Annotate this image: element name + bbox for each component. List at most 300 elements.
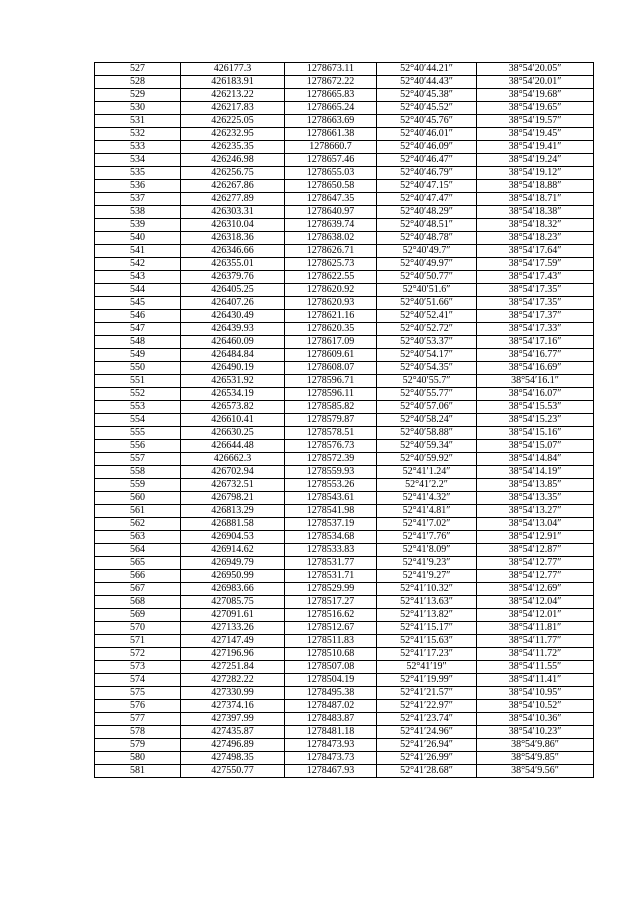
latitude-cell: 52°40′44.21″	[377, 63, 477, 76]
table-row	[95, 193, 594, 206]
latitude-cell: 52°41′9.27″	[377, 570, 477, 583]
x-coordinate-cell: 426379.76	[181, 271, 285, 284]
point-number-cell: 532	[95, 128, 181, 141]
y-coordinate-cell: 1278495.38	[285, 687, 377, 700]
latitude-cell: 52°40′55.77″	[377, 388, 477, 401]
longitude-cell: 38°54′15.16″	[477, 427, 594, 440]
point-number-cell: 552	[95, 388, 181, 401]
coordinates-table-body	[95, 63, 594, 778]
point-number-cell: 537	[95, 193, 181, 206]
y-coordinate-cell: 1278531.71	[285, 570, 377, 583]
table-row	[95, 180, 594, 193]
table-row	[95, 167, 594, 180]
longitude-cell: 38°54′20.01″	[477, 76, 594, 89]
latitude-cell: 52°40′49.97″	[377, 258, 477, 271]
table-row	[95, 609, 594, 622]
latitude-cell: 52°40′49.7″	[377, 245, 477, 258]
x-coordinate-cell: 426310.04	[181, 219, 285, 232]
point-number-cell: 554	[95, 414, 181, 427]
longitude-cell: 38°54′12.01″	[477, 609, 594, 622]
y-coordinate-cell: 1278531.77	[285, 557, 377, 570]
point-number-cell: 575	[95, 687, 181, 700]
longitude-cell: 38°54′19.24″	[477, 154, 594, 167]
x-coordinate-cell: 426225.05	[181, 115, 285, 128]
y-coordinate-cell: 1278639.74	[285, 219, 377, 232]
x-coordinate-cell: 426460.09	[181, 336, 285, 349]
point-number-cell: 555	[95, 427, 181, 440]
x-coordinate-cell: 426217.83	[181, 102, 285, 115]
latitude-cell: 52°40′53.37″	[377, 336, 477, 349]
x-coordinate-cell: 426183.91	[181, 76, 285, 89]
y-coordinate-cell: 1278487.02	[285, 700, 377, 713]
x-coordinate-cell: 426490.19	[181, 362, 285, 375]
x-coordinate-cell: 426407.26	[181, 297, 285, 310]
table-row	[95, 752, 594, 765]
table-row	[95, 544, 594, 557]
y-coordinate-cell: 1278620.92	[285, 284, 377, 297]
y-coordinate-cell: 1278621.16	[285, 310, 377, 323]
x-coordinate-cell: 426246.98	[181, 154, 285, 167]
longitude-cell: 38°54′13.35″	[477, 492, 594, 505]
x-coordinate-cell: 426177.3	[181, 63, 285, 76]
y-coordinate-cell: 1278625.73	[285, 258, 377, 271]
y-coordinate-cell: 1278507.08	[285, 661, 377, 674]
x-coordinate-cell: 426405.25	[181, 284, 285, 297]
x-coordinate-cell: 426881.58	[181, 518, 285, 531]
latitude-cell: 52°41′4.81″	[377, 505, 477, 518]
x-coordinate-cell: 426798.21	[181, 492, 285, 505]
x-coordinate-cell: 426610.41	[181, 414, 285, 427]
point-number-cell: 553	[95, 401, 181, 414]
point-number-cell: 580	[95, 752, 181, 765]
longitude-cell: 38°54′14.19″	[477, 466, 594, 479]
x-coordinate-cell: 426256.75	[181, 167, 285, 180]
y-coordinate-cell: 1278578.51	[285, 427, 377, 440]
longitude-cell: 38°54′15.53″	[477, 401, 594, 414]
point-number-cell: 530	[95, 102, 181, 115]
latitude-cell: 52°41′10.32″	[377, 583, 477, 596]
x-coordinate-cell: 427498.35	[181, 752, 285, 765]
x-coordinate-cell: 427496.89	[181, 739, 285, 752]
point-number-cell: 574	[95, 674, 181, 687]
table-row	[95, 687, 594, 700]
latitude-cell: 52°40′52.72″	[377, 323, 477, 336]
longitude-cell: 38°54′18.38″	[477, 206, 594, 219]
latitude-cell: 52°40′58.88″	[377, 427, 477, 440]
y-coordinate-cell: 1278529.99	[285, 583, 377, 596]
table-row	[95, 635, 594, 648]
point-number-cell: 557	[95, 453, 181, 466]
longitude-cell: 38°54′9.56″	[477, 765, 594, 778]
point-number-cell: 559	[95, 479, 181, 492]
longitude-cell: 38°54′9.86″	[477, 739, 594, 752]
latitude-cell: 52°40′44.43″	[377, 76, 477, 89]
longitude-cell: 38°54′14.84″	[477, 453, 594, 466]
table-row	[95, 674, 594, 687]
x-coordinate-cell: 427091.61	[181, 609, 285, 622]
x-coordinate-cell: 426484.84	[181, 349, 285, 362]
point-number-cell: 577	[95, 713, 181, 726]
point-number-cell: 546	[95, 310, 181, 323]
y-coordinate-cell: 1278647.35	[285, 193, 377, 206]
y-coordinate-cell: 1278534.68	[285, 531, 377, 544]
y-coordinate-cell: 1278661.38	[285, 128, 377, 141]
table-row	[95, 206, 594, 219]
latitude-cell: 52°41′22.97″	[377, 700, 477, 713]
table-row	[95, 258, 594, 271]
latitude-cell: 52°41′28.68″	[377, 765, 477, 778]
table-row	[95, 375, 594, 388]
y-coordinate-cell: 1278655.03	[285, 167, 377, 180]
y-coordinate-cell: 1278660.7	[285, 141, 377, 154]
latitude-cell: 52°41′7.76″	[377, 531, 477, 544]
table-row	[95, 596, 594, 609]
point-number-cell: 540	[95, 232, 181, 245]
y-coordinate-cell: 1278576.73	[285, 440, 377, 453]
table-row	[95, 115, 594, 128]
latitude-cell: 52°40′48.78″	[377, 232, 477, 245]
table-row	[95, 102, 594, 115]
y-coordinate-cell: 1278585.82	[285, 401, 377, 414]
y-coordinate-cell: 1278672.22	[285, 76, 377, 89]
longitude-cell: 38°54′19.57″	[477, 115, 594, 128]
latitude-cell: 52°41′8.09″	[377, 544, 477, 557]
x-coordinate-cell: 426573.82	[181, 401, 285, 414]
y-coordinate-cell: 1278638.02	[285, 232, 377, 245]
y-coordinate-cell: 1278537.19	[285, 518, 377, 531]
table-row	[95, 232, 594, 245]
point-number-cell: 533	[95, 141, 181, 154]
table-row	[95, 76, 594, 89]
x-coordinate-cell: 426430.49	[181, 310, 285, 323]
table-row	[95, 427, 594, 440]
table-row	[95, 739, 594, 752]
point-number-cell: 538	[95, 206, 181, 219]
y-coordinate-cell: 1278650.58	[285, 180, 377, 193]
point-number-cell: 571	[95, 635, 181, 648]
longitude-cell: 38°54′13.85″	[477, 479, 594, 492]
x-coordinate-cell: 427196.96	[181, 648, 285, 661]
coordinates-table	[94, 62, 594, 778]
table-row	[95, 648, 594, 661]
table-row	[95, 440, 594, 453]
point-number-cell: 567	[95, 583, 181, 596]
x-coordinate-cell: 426732.51	[181, 479, 285, 492]
point-number-cell: 529	[95, 89, 181, 102]
y-coordinate-cell: 1278516.62	[285, 609, 377, 622]
latitude-cell: 52°41′15.63″	[377, 635, 477, 648]
latitude-cell: 52°41′7.02″	[377, 518, 477, 531]
table-row	[95, 557, 594, 570]
table-row	[95, 713, 594, 726]
table-row	[95, 401, 594, 414]
longitude-cell: 38°54′17.33″	[477, 323, 594, 336]
point-number-cell: 581	[95, 765, 181, 778]
point-number-cell: 531	[95, 115, 181, 128]
longitude-cell: 38°54′13.04″	[477, 518, 594, 531]
y-coordinate-cell: 1278473.73	[285, 752, 377, 765]
longitude-cell: 38°54′11.72″	[477, 648, 594, 661]
table-row	[95, 388, 594, 401]
latitude-cell: 52°41′21.57″	[377, 687, 477, 700]
point-number-cell: 560	[95, 492, 181, 505]
y-coordinate-cell: 1278622.55	[285, 271, 377, 284]
latitude-cell: 52°40′48.51″	[377, 219, 477, 232]
latitude-cell: 52°40′50.77″	[377, 271, 477, 284]
longitude-cell: 38°54′13.27″	[477, 505, 594, 518]
x-coordinate-cell: 426949.79	[181, 557, 285, 570]
table-row	[95, 479, 594, 492]
table-row	[95, 700, 594, 713]
latitude-cell: 52°40′46.79″	[377, 167, 477, 180]
point-number-cell: 573	[95, 661, 181, 674]
y-coordinate-cell: 1278572.39	[285, 453, 377, 466]
point-number-cell: 536	[95, 180, 181, 193]
longitude-cell: 38°54′18.32″	[477, 219, 594, 232]
x-coordinate-cell: 426355.01	[181, 258, 285, 271]
y-coordinate-cell: 1278481.18	[285, 726, 377, 739]
y-coordinate-cell: 1278543.61	[285, 492, 377, 505]
x-coordinate-cell: 426662.3	[181, 453, 285, 466]
table-row	[95, 245, 594, 258]
table-row	[95, 323, 594, 336]
latitude-cell: 52°41′19″	[377, 661, 477, 674]
latitude-cell: 52°40′54.17″	[377, 349, 477, 362]
longitude-cell: 38°54′18.88″	[477, 180, 594, 193]
latitude-cell: 52°40′52.41″	[377, 310, 477, 323]
latitude-cell: 52°41′2.2″	[377, 479, 477, 492]
longitude-cell: 38°54′15.23″	[477, 414, 594, 427]
table-row	[95, 219, 594, 232]
table-row	[95, 622, 594, 635]
point-number-cell: 569	[95, 609, 181, 622]
y-coordinate-cell: 1278510.68	[285, 648, 377, 661]
longitude-cell: 38°54′10.23″	[477, 726, 594, 739]
point-number-cell: 565	[95, 557, 181, 570]
longitude-cell: 38°54′12.87″	[477, 544, 594, 557]
latitude-cell: 52°41′19.99″	[377, 674, 477, 687]
table-row	[95, 349, 594, 362]
point-number-cell: 578	[95, 726, 181, 739]
longitude-cell: 38°54′17.64″	[477, 245, 594, 258]
y-coordinate-cell: 1278511.83	[285, 635, 377, 648]
point-number-cell: 556	[95, 440, 181, 453]
y-coordinate-cell: 1278665.24	[285, 102, 377, 115]
y-coordinate-cell: 1278620.35	[285, 323, 377, 336]
y-coordinate-cell: 1278617.09	[285, 336, 377, 349]
x-coordinate-cell: 426303.31	[181, 206, 285, 219]
table-row	[95, 128, 594, 141]
x-coordinate-cell: 427282.22	[181, 674, 285, 687]
x-coordinate-cell: 427435.87	[181, 726, 285, 739]
latitude-cell: 52°41′13.82″	[377, 609, 477, 622]
x-coordinate-cell: 427147.49	[181, 635, 285, 648]
y-coordinate-cell: 1278608.07	[285, 362, 377, 375]
latitude-cell: 52°40′59.34″	[377, 440, 477, 453]
point-number-cell: 563	[95, 531, 181, 544]
point-number-cell: 535	[95, 167, 181, 180]
latitude-cell: 52°40′59.92″	[377, 453, 477, 466]
point-number-cell: 566	[95, 570, 181, 583]
y-coordinate-cell: 1278665.83	[285, 89, 377, 102]
longitude-cell: 38°54′17.35″	[477, 284, 594, 297]
point-number-cell: 534	[95, 154, 181, 167]
longitude-cell: 38°54′19.12″	[477, 167, 594, 180]
x-coordinate-cell: 426644.48	[181, 440, 285, 453]
y-coordinate-cell: 1278483.87	[285, 713, 377, 726]
longitude-cell: 38°54′11.81″	[477, 622, 594, 635]
point-number-cell: 564	[95, 544, 181, 557]
y-coordinate-cell: 1278663.69	[285, 115, 377, 128]
table-row	[95, 531, 594, 544]
longitude-cell: 38°54′16.1″	[477, 375, 594, 388]
longitude-cell: 38°54′19.65″	[477, 102, 594, 115]
table-row	[95, 518, 594, 531]
table-row	[95, 453, 594, 466]
x-coordinate-cell: 426235.35	[181, 141, 285, 154]
point-number-cell: 570	[95, 622, 181, 635]
table-row	[95, 661, 594, 674]
latitude-cell: 52°41′23.74″	[377, 713, 477, 726]
point-number-cell: 548	[95, 336, 181, 349]
point-number-cell: 539	[95, 219, 181, 232]
point-number-cell: 561	[95, 505, 181, 518]
y-coordinate-cell: 1278512.67	[285, 622, 377, 635]
y-coordinate-cell: 1278517.27	[285, 596, 377, 609]
y-coordinate-cell: 1278559.93	[285, 466, 377, 479]
latitude-cell: 52°40′58.24″	[377, 414, 477, 427]
table-row	[95, 310, 594, 323]
latitude-cell: 52°41′13.63″	[377, 596, 477, 609]
x-coordinate-cell: 426277.89	[181, 193, 285, 206]
latitude-cell: 52°40′45.38″	[377, 89, 477, 102]
longitude-cell: 38°54′11.77″	[477, 635, 594, 648]
y-coordinate-cell: 1278620.93	[285, 297, 377, 310]
longitude-cell: 38°54′17.59″	[477, 258, 594, 271]
table-row	[95, 362, 594, 375]
table-row	[95, 141, 594, 154]
point-number-cell: 541	[95, 245, 181, 258]
longitude-cell: 38°54′12.77″	[477, 557, 594, 570]
x-coordinate-cell: 426534.19	[181, 388, 285, 401]
latitude-cell: 52°40′47.47″	[377, 193, 477, 206]
table-row	[95, 505, 594, 518]
y-coordinate-cell: 1278626.71	[285, 245, 377, 258]
latitude-cell: 52°40′46.47″	[377, 154, 477, 167]
point-number-cell: 544	[95, 284, 181, 297]
x-coordinate-cell: 426813.29	[181, 505, 285, 518]
y-coordinate-cell: 1278657.46	[285, 154, 377, 167]
x-coordinate-cell: 427085.75	[181, 596, 285, 609]
latitude-cell: 52°41′17.23″	[377, 648, 477, 661]
table-row	[95, 492, 594, 505]
longitude-cell: 38°54′16.07″	[477, 388, 594, 401]
point-number-cell: 550	[95, 362, 181, 375]
point-number-cell: 543	[95, 271, 181, 284]
longitude-cell: 38°54′12.69″	[477, 583, 594, 596]
longitude-cell: 38°54′9.85″	[477, 752, 594, 765]
table-row	[95, 765, 594, 778]
longitude-cell: 38°54′10.95″	[477, 687, 594, 700]
y-coordinate-cell: 1278673.11	[285, 63, 377, 76]
table-row	[95, 63, 594, 76]
latitude-cell: 52°40′51.6″	[377, 284, 477, 297]
y-coordinate-cell: 1278553.26	[285, 479, 377, 492]
longitude-cell: 38°54′17.37″	[477, 310, 594, 323]
longitude-cell: 38°54′18.23″	[477, 232, 594, 245]
longitude-cell: 38°54′19.45″	[477, 128, 594, 141]
longitude-cell: 38°54′12.04″	[477, 596, 594, 609]
x-coordinate-cell: 427550.77	[181, 765, 285, 778]
longitude-cell: 38°54′18.71″	[477, 193, 594, 206]
y-coordinate-cell: 1278541.98	[285, 505, 377, 518]
longitude-cell: 38°54′12.77″	[477, 570, 594, 583]
point-number-cell: 562	[95, 518, 181, 531]
point-number-cell: 527	[95, 63, 181, 76]
point-number-cell: 572	[95, 648, 181, 661]
x-coordinate-cell: 426950.99	[181, 570, 285, 583]
latitude-cell: 52°40′57.06″	[377, 401, 477, 414]
point-number-cell: 528	[95, 76, 181, 89]
point-number-cell: 542	[95, 258, 181, 271]
table-row	[95, 297, 594, 310]
x-coordinate-cell: 426630.25	[181, 427, 285, 440]
longitude-cell: 38°54′19.68″	[477, 89, 594, 102]
point-number-cell: 549	[95, 349, 181, 362]
point-number-cell: 551	[95, 375, 181, 388]
longitude-cell: 38°54′20.05″	[477, 63, 594, 76]
latitude-cell: 52°40′48.29″	[377, 206, 477, 219]
table-row	[95, 583, 594, 596]
longitude-cell: 38°54′11.41″	[477, 674, 594, 687]
x-coordinate-cell: 426346.66	[181, 245, 285, 258]
longitude-cell: 38°54′16.69″	[477, 362, 594, 375]
table-row	[95, 336, 594, 349]
table-row	[95, 726, 594, 739]
longitude-cell: 38°54′16.77″	[477, 349, 594, 362]
point-number-cell: 579	[95, 739, 181, 752]
x-coordinate-cell: 426702.94	[181, 466, 285, 479]
x-coordinate-cell: 427397.99	[181, 713, 285, 726]
longitude-cell: 38°54′12.91″	[477, 531, 594, 544]
latitude-cell: 52°40′54.35″	[377, 362, 477, 375]
x-coordinate-cell: 427374.16	[181, 700, 285, 713]
table-row	[95, 466, 594, 479]
x-coordinate-cell: 426318.36	[181, 232, 285, 245]
y-coordinate-cell: 1278473.93	[285, 739, 377, 752]
longitude-cell: 38°54′19.41″	[477, 141, 594, 154]
point-number-cell: 558	[95, 466, 181, 479]
latitude-cell: 52°41′24.96″	[377, 726, 477, 739]
table-row	[95, 570, 594, 583]
x-coordinate-cell: 426439.93	[181, 323, 285, 336]
table-row	[95, 414, 594, 427]
y-coordinate-cell: 1278504.19	[285, 674, 377, 687]
x-coordinate-cell: 426983.66	[181, 583, 285, 596]
longitude-cell: 38°54′10.36″	[477, 713, 594, 726]
y-coordinate-cell: 1278640.97	[285, 206, 377, 219]
x-coordinate-cell: 427251.84	[181, 661, 285, 674]
longitude-cell: 38°54′15.07″	[477, 440, 594, 453]
latitude-cell: 52°40′55.7″	[377, 375, 477, 388]
latitude-cell: 52°40′46.09″	[377, 141, 477, 154]
table-row	[95, 154, 594, 167]
y-coordinate-cell: 1278596.71	[285, 375, 377, 388]
latitude-cell: 52°41′9.23″	[377, 557, 477, 570]
y-coordinate-cell: 1278533.83	[285, 544, 377, 557]
latitude-cell: 52°40′46.01″	[377, 128, 477, 141]
latitude-cell: 52°40′47.15″	[377, 180, 477, 193]
